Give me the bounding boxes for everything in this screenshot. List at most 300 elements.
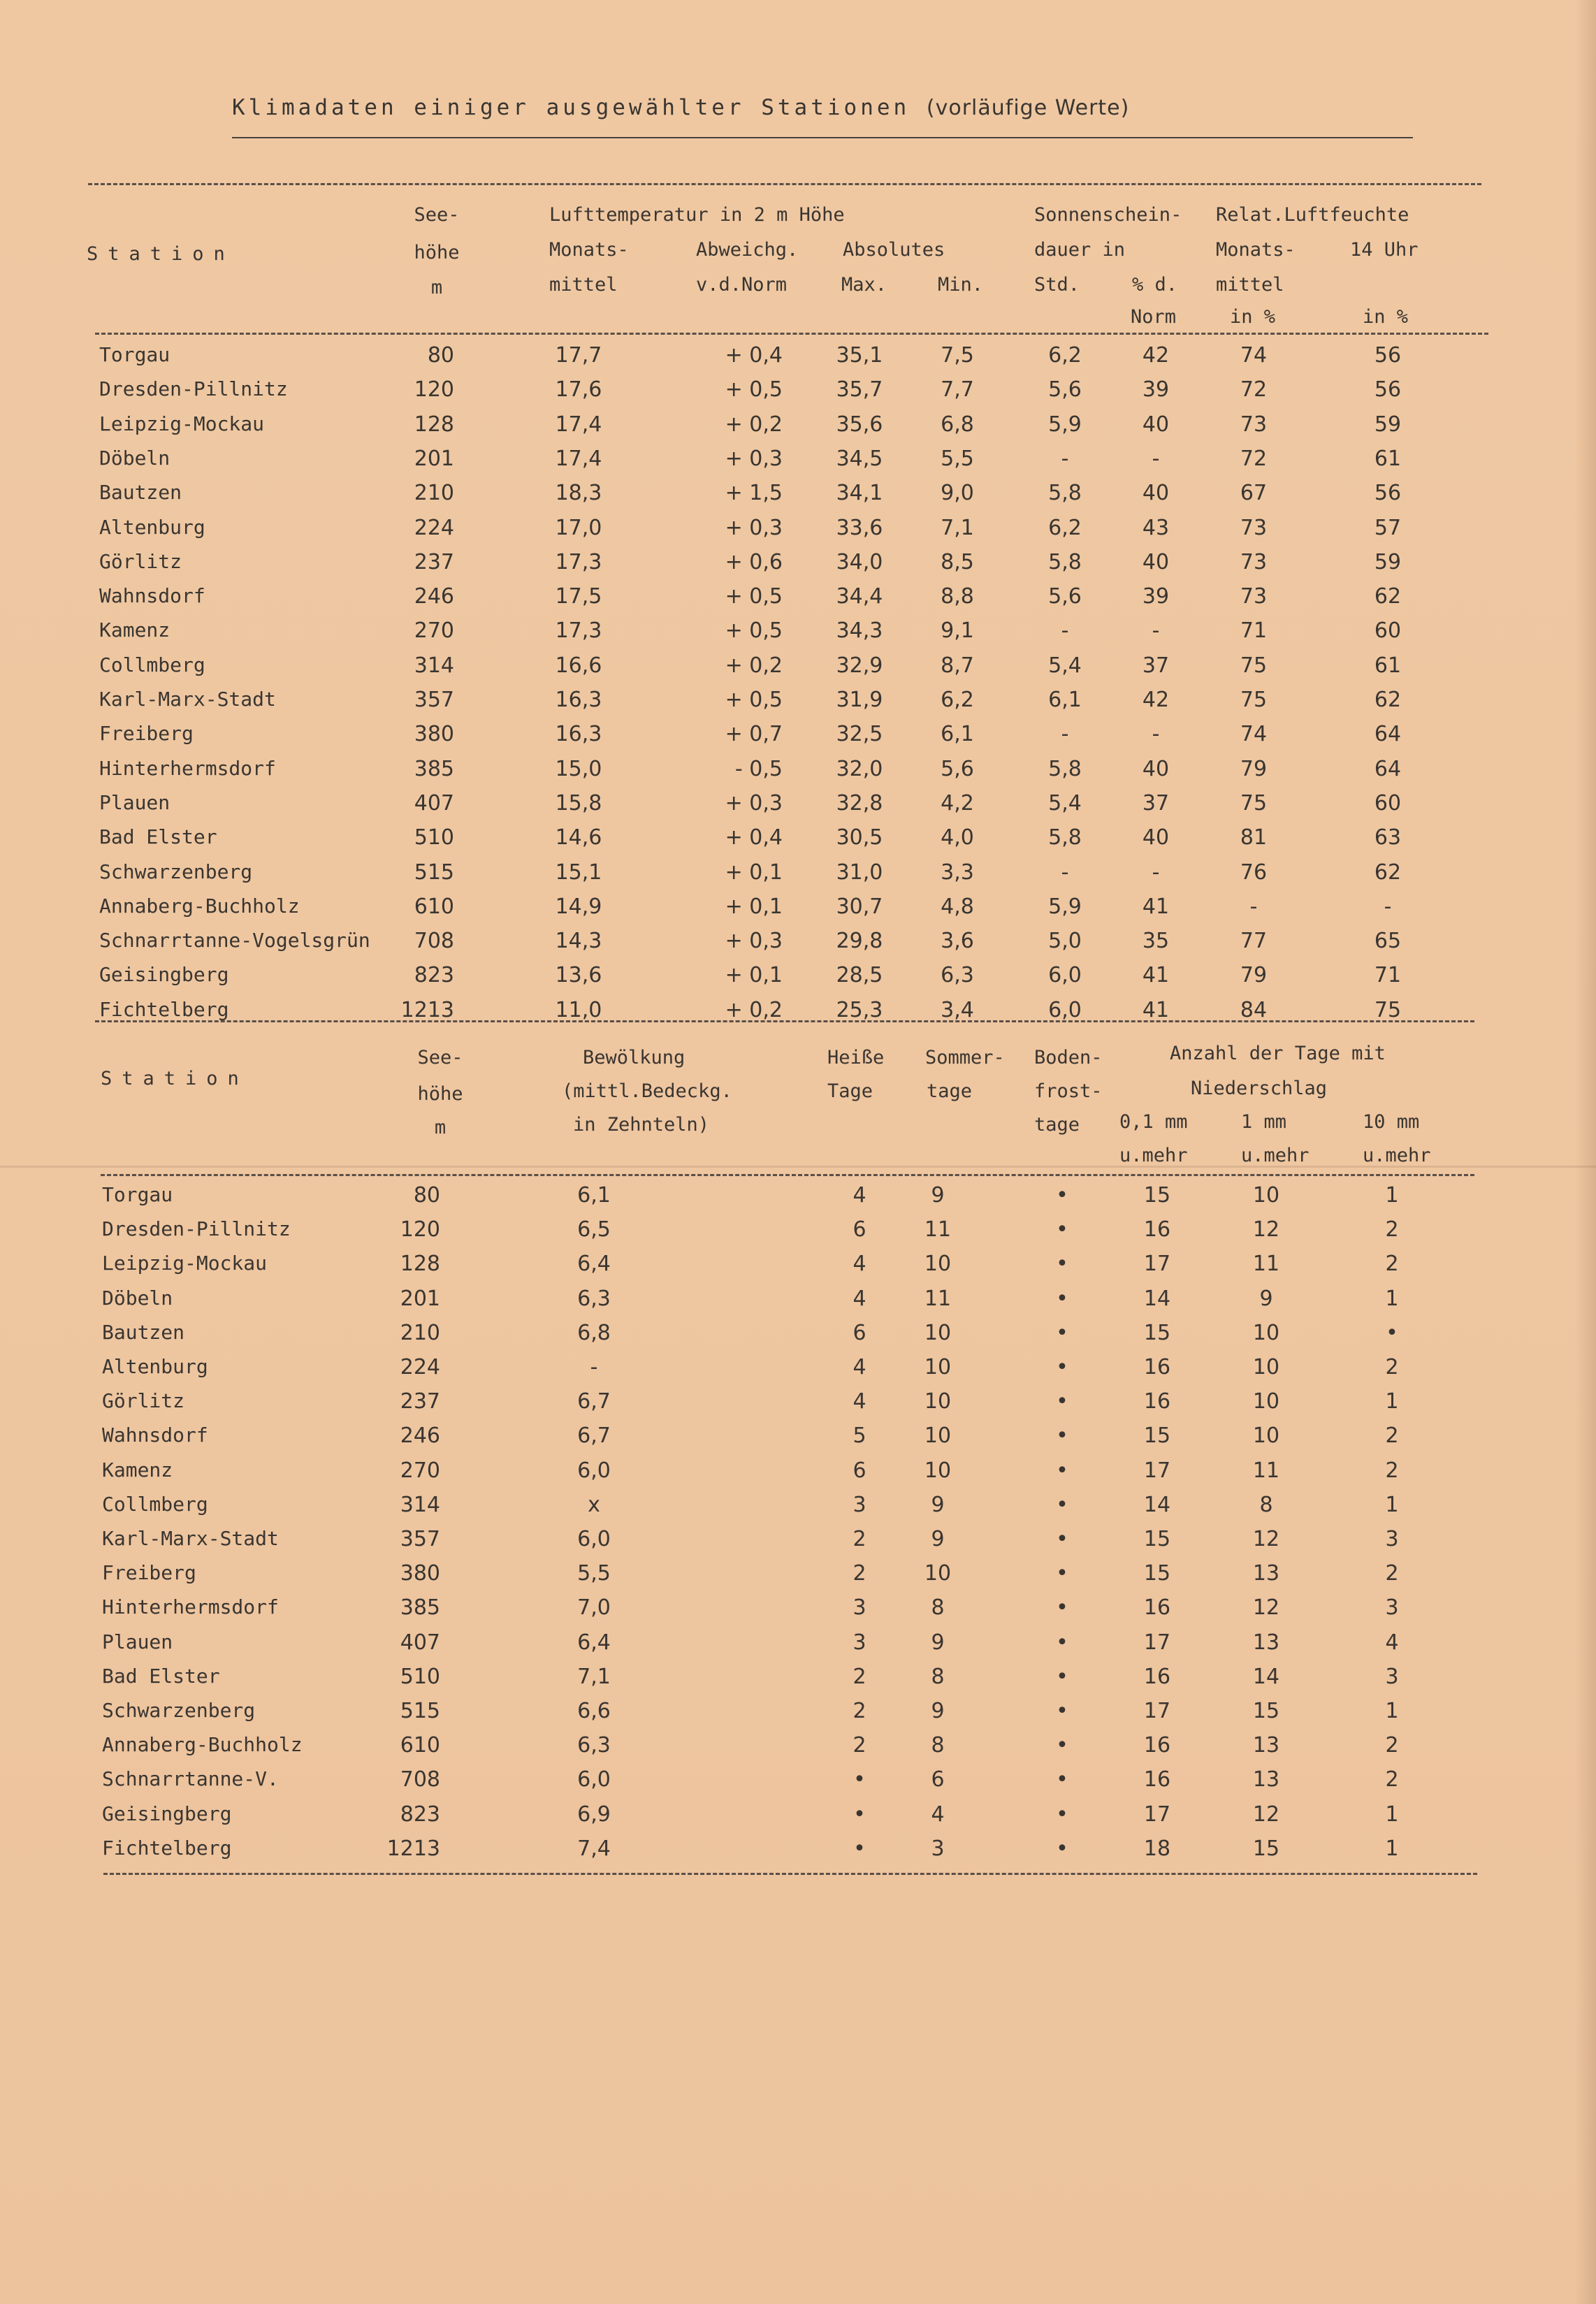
t1-cell-max: 34,1 — [836, 481, 883, 506]
t2-cell-boden: • — [1056, 1492, 1068, 1517]
t2-cell-n10: 1 — [1385, 1836, 1399, 1861]
t1-header-abweichung-1: Abweichg. — [696, 239, 799, 261]
t1-cell-min: 8,7 — [941, 653, 974, 678]
t1-cell-max: 32,5 — [836, 722, 883, 747]
t1-cell-max: 34,5 — [836, 446, 883, 471]
t1-header-lufttemp: Lufttemperatur in 2 m Höhe — [549, 204, 845, 226]
t2-cell-seehoehe: 270 — [400, 1458, 440, 1483]
table1-bottom-rule — [95, 1020, 1474, 1022]
t1-cell-monatsmittel: 16,3 — [555, 688, 602, 712]
t1-cell-station: Karl-Marx-Stadt — [99, 688, 276, 711]
t1-cell-seehoehe: 80 — [427, 343, 454, 368]
t1-cell-min: 3,6 — [941, 929, 974, 954]
t2-cell-seehoehe: 210 — [400, 1320, 440, 1345]
t1-cell-monatsmittel: 17,0 — [555, 515, 602, 540]
t1-cell-monatsmittel: 14,9 — [555, 894, 602, 919]
table1-header-rule — [95, 333, 1488, 335]
t1-cell-std: 6,0 — [1048, 963, 1082, 988]
t1-cell-seehoehe: 385 — [414, 756, 454, 781]
t2-cell-boden: • — [1056, 1217, 1068, 1242]
t2-cell-n1: 10 — [1252, 1389, 1280, 1414]
t1-cell-seehoehe: 610 — [414, 894, 454, 919]
t1-cell-lf-14uhr: 59 — [1374, 549, 1402, 574]
t1-cell-monatsmittel: 17,7 — [555, 343, 602, 368]
t1-cell-lf-monatsmittel: 73 — [1240, 584, 1268, 609]
t1-cell-station: Freiberg — [99, 722, 194, 746]
t2-header-n1-1: 1 mm — [1241, 1111, 1287, 1133]
t1-cell-abweichung: + 0,2 — [725, 997, 783, 1022]
t2-cell-bewoelkung: 6,7 — [577, 1423, 611, 1449]
t2-cell-boden: • — [1056, 1664, 1068, 1689]
t1-cell-abweichung: + 0,5 — [725, 584, 783, 609]
t1-header-pct-norm-1: % d. — [1132, 274, 1178, 296]
t2-cell-sommer: 9 — [931, 1630, 945, 1655]
t1-cell-monatsmittel: 15,1 — [555, 860, 602, 885]
t1-cell-lf-14uhr: 56 — [1374, 377, 1402, 403]
t2-cell-n1: 15 — [1252, 1699, 1280, 1723]
t1-cell-station: Leipzig-Mockau — [99, 412, 265, 435]
t1-cell-lf-14uhr: 62 — [1374, 584, 1402, 609]
t2-cell-station: Geisingberg — [102, 1802, 232, 1825]
t2-cell-sommer: 10 — [924, 1389, 952, 1414]
t2-cell-n01: 15 — [1143, 1423, 1171, 1449]
t1-cell-station: Annaberg-Buchholz — [99, 894, 300, 918]
t2-header-niederschlag-2: Niederschlag — [1191, 1078, 1328, 1099]
t2-cell-seehoehe: 610 — [400, 1733, 440, 1758]
t2-cell-boden: • — [1056, 1733, 1068, 1758]
t2-cell-bewoelkung: 6,0 — [577, 1767, 611, 1792]
t1-cell-lf-14uhr: 59 — [1374, 412, 1402, 437]
t1-cell-std: 5,8 — [1048, 756, 1082, 781]
t2-cell-heisse: 2 — [853, 1561, 866, 1586]
t1-cell-std: - — [1061, 860, 1069, 885]
t1-cell-std: 5,8 — [1048, 481, 1082, 506]
t2-cell-n1: 10 — [1252, 1183, 1280, 1208]
t1-cell-seehoehe: 224 — [414, 515, 454, 540]
t2-cell-n01: 15 — [1143, 1527, 1171, 1551]
t1-cell-lf-monatsmittel: 71 — [1240, 618, 1268, 644]
t1-cell-seehoehe: 407 — [414, 790, 454, 816]
t2-header-heisse-2: Tage — [827, 1080, 873, 1102]
t1-cell-monatsmittel: 16,3 — [555, 722, 602, 747]
t2-cell-seehoehe: 128 — [400, 1252, 440, 1277]
t2-cell-bewoelkung: 7,1 — [577, 1664, 611, 1689]
t2-cell-n10: 3 — [1385, 1527, 1399, 1551]
t2-header-niederschlag-1: Anzahl der Tage mit — [1170, 1043, 1386, 1064]
t1-header-seehoehe-3: m — [430, 277, 443, 298]
t2-cell-n10: 2 — [1385, 1767, 1399, 1792]
t1-cell-station: Geisingberg — [99, 963, 229, 987]
t2-cell-seehoehe: 120 — [400, 1217, 440, 1242]
t2-cell-seehoehe: 385 — [400, 1595, 440, 1621]
table2-header-rule — [101, 1174, 1474, 1176]
t1-cell-pct-norm: 42 — [1142, 688, 1170, 712]
t2-cell-seehoehe: 201 — [400, 1286, 440, 1311]
t1-cell-monatsmittel: 17,4 — [555, 412, 602, 437]
t2-cell-boden: • — [1056, 1458, 1068, 1483]
t2-cell-sommer: 8 — [931, 1664, 945, 1689]
t1-cell-monatsmittel: 11,0 — [555, 997, 602, 1022]
t1-cell-lf-monatsmittel: 67 — [1240, 481, 1268, 506]
t1-cell-std: 5,6 — [1048, 584, 1082, 609]
t2-header-n10-1: 10 mm — [1363, 1111, 1420, 1133]
t2-cell-seehoehe: 823 — [400, 1802, 440, 1827]
t1-cell-max: 35,1 — [836, 343, 883, 368]
t2-cell-seehoehe: 380 — [400, 1561, 440, 1586]
t1-cell-pct-norm: 40 — [1142, 549, 1170, 574]
t2-cell-sommer: 10 — [924, 1458, 952, 1483]
t2-cell-station: Dresden-Pillnitz — [102, 1217, 291, 1241]
t2-cell-n01: 16 — [1143, 1664, 1171, 1689]
t1-cell-std: 5,8 — [1048, 549, 1082, 574]
t2-cell-bewoelkung: 6,3 — [577, 1733, 611, 1758]
t1-cell-std: 6,0 — [1048, 997, 1082, 1022]
t2-cell-n01: 16 — [1143, 1595, 1171, 1621]
t1-cell-std: 5,8 — [1048, 825, 1082, 850]
t2-cell-n1: 12 — [1252, 1595, 1280, 1621]
t1-header-lf-monatsmittel-3: in % — [1230, 306, 1276, 328]
t2-cell-n1: 13 — [1252, 1767, 1280, 1792]
t1-cell-max: 31,9 — [836, 688, 883, 712]
t1-cell-std: 5,4 — [1048, 653, 1082, 678]
t2-cell-station: Annaberg-Buchholz — [102, 1733, 303, 1757]
t1-cell-abweichung: + 0,2 — [725, 412, 783, 437]
t1-cell-abweichung: + 0,1 — [725, 894, 783, 919]
t2-cell-heisse: 6 — [853, 1217, 866, 1242]
t1-cell-monatsmittel: 17,5 — [555, 584, 602, 609]
t1-cell-pct-norm: - — [1152, 446, 1160, 471]
t1-header-absolutes: Absolutes — [843, 239, 945, 261]
t2-cell-n01: 15 — [1143, 1561, 1171, 1586]
t2-cell-seehoehe: 1213 — [386, 1836, 440, 1861]
t2-cell-n10: 2 — [1385, 1458, 1399, 1483]
t1-cell-std: 6,1 — [1048, 688, 1082, 712]
t2-cell-station: Hinterhermsdorf — [102, 1595, 279, 1619]
t2-cell-sommer: 10 — [924, 1355, 952, 1379]
t2-cell-sommer: 9 — [931, 1699, 945, 1723]
t2-cell-n01: 14 — [1143, 1286, 1171, 1311]
t1-cell-seehoehe: 357 — [414, 688, 454, 712]
t1-header-monatsmittel-2: mittel — [549, 274, 618, 296]
t2-cell-n1: 13 — [1252, 1630, 1280, 1655]
t1-cell-min: 8,5 — [941, 549, 974, 574]
t2-cell-n10: 1 — [1385, 1699, 1399, 1723]
t1-cell-station: Plauen — [99, 790, 171, 814]
t1-cell-seehoehe: 1213 — [400, 997, 454, 1022]
t1-cell-monatsmittel: 15,8 — [555, 790, 602, 816]
t1-cell-abweichung: - 0,5 — [734, 756, 783, 781]
t2-cell-boden: • — [1056, 1252, 1068, 1277]
t1-cell-seehoehe: 823 — [414, 963, 454, 988]
t1-cell-pct-norm: 40 — [1142, 481, 1170, 506]
t1-cell-lf-monatsmittel: 74 — [1240, 722, 1268, 747]
t2-cell-boden: • — [1056, 1423, 1068, 1449]
t2-cell-bewoelkung: 5,5 — [577, 1561, 611, 1586]
t1-header-seehoehe-2: höhe — [414, 242, 460, 263]
t2-header-n01-2: u.mehr — [1119, 1145, 1188, 1166]
t1-cell-max: 30,5 — [836, 825, 883, 850]
t1-cell-monatsmittel: 17,4 — [555, 446, 602, 471]
t2-cell-n1: 10 — [1252, 1320, 1280, 1345]
t2-cell-boden: • — [1056, 1355, 1068, 1379]
t1-cell-lf-14uhr: 57 — [1374, 515, 1402, 540]
t2-cell-heisse: 4 — [853, 1252, 866, 1277]
t1-cell-seehoehe: 237 — [414, 549, 454, 574]
t2-cell-station: Görlitz — [102, 1389, 185, 1413]
t2-cell-n01: 16 — [1143, 1733, 1171, 1758]
t1-cell-station: Schnarrtanne-Vogelsgrün — [99, 929, 370, 952]
t1-cell-pct-norm: 42 — [1142, 343, 1170, 368]
t2-cell-station: Freiberg — [102, 1561, 196, 1585]
t1-cell-pct-norm: 41 — [1142, 997, 1170, 1022]
t2-cell-n10: • — [1386, 1320, 1398, 1345]
t2-cell-bewoelkung: 6,1 — [577, 1183, 611, 1208]
t2-cell-boden: • — [1056, 1389, 1068, 1414]
t1-cell-lf-monatsmittel: 74 — [1240, 343, 1268, 368]
t1-cell-lf-14uhr: - — [1384, 894, 1392, 919]
t2-cell-seehoehe: 357 — [400, 1527, 440, 1551]
t2-cell-sommer: 10 — [924, 1252, 952, 1277]
t1-cell-lf-monatsmittel: 81 — [1240, 825, 1268, 850]
t2-cell-boden: • — [1056, 1836, 1068, 1861]
t1-cell-min: 9,1 — [941, 618, 974, 644]
t2-cell-seehoehe: 237 — [400, 1389, 440, 1414]
t1-cell-max: 34,0 — [836, 549, 883, 574]
t1-cell-pct-norm: 35 — [1142, 929, 1170, 954]
t2-cell-n01: 14 — [1143, 1492, 1171, 1517]
t1-cell-std: - — [1061, 618, 1069, 644]
t1-cell-station: Bad Elster — [99, 825, 217, 849]
t1-cell-min: 7,1 — [941, 515, 974, 540]
t1-cell-lf-monatsmittel: 73 — [1240, 412, 1268, 437]
t2-cell-seehoehe: 314 — [400, 1492, 440, 1517]
t2-cell-heisse: 5 — [853, 1423, 866, 1449]
t2-cell-station: Bautzen — [102, 1320, 185, 1344]
t2-cell-heisse: 4 — [853, 1183, 866, 1208]
t2-cell-n10: 2 — [1385, 1733, 1399, 1758]
t2-cell-n01: 17 — [1143, 1458, 1171, 1483]
t1-cell-pct-norm: 39 — [1142, 377, 1170, 403]
t1-cell-station: Schwarzenberg — [99, 860, 253, 883]
t2-cell-n01: 15 — [1143, 1320, 1171, 1345]
t2-cell-bewoelkung: 6,8 — [577, 1320, 611, 1345]
t1-cell-abweichung: + 1,5 — [725, 481, 783, 506]
t1-cell-seehoehe: 515 — [414, 860, 454, 885]
t2-cell-heisse: 2 — [853, 1733, 866, 1758]
t2-cell-station: Torgau — [102, 1183, 173, 1206]
t1-cell-station: Altenburg — [99, 515, 205, 539]
t1-header-lf-monatsmittel-1: Monats- — [1216, 239, 1296, 261]
t2-cell-sommer: 11 — [924, 1217, 952, 1242]
t2-header-sommer-1: Sommer- — [925, 1047, 1005, 1068]
title-note: (vorläufige Werte) — [926, 96, 1130, 120]
t2-header-seehoehe-1: See- — [417, 1047, 463, 1068]
t2-cell-heisse: 4 — [853, 1286, 866, 1311]
t1-cell-lf-14uhr: 62 — [1374, 688, 1402, 712]
t2-cell-boden: • — [1056, 1802, 1068, 1827]
t1-cell-lf-monatsmittel: 79 — [1240, 756, 1268, 781]
t1-cell-monatsmittel: 14,6 — [555, 825, 602, 850]
t1-cell-min: 4,2 — [941, 790, 974, 816]
t2-cell-seehoehe: 708 — [400, 1767, 440, 1792]
t2-cell-n01: 16 — [1143, 1767, 1171, 1792]
t2-cell-boden: • — [1056, 1527, 1068, 1551]
t2-header-boden-3: tage — [1034, 1114, 1080, 1136]
t1-cell-lf-14uhr: 64 — [1374, 722, 1402, 747]
t1-cell-station: Bautzen — [99, 481, 182, 505]
t2-cell-n10: 4 — [1385, 1630, 1399, 1655]
t2-cell-n1: 11 — [1252, 1252, 1280, 1277]
t1-cell-max: 25,3 — [836, 997, 883, 1022]
title-underline — [232, 137, 1413, 138]
t2-cell-bewoelkung: 6,0 — [577, 1458, 611, 1483]
t2-cell-bewoelkung: x — [588, 1492, 600, 1517]
t1-cell-max: 29,8 — [836, 929, 883, 954]
t1-header-lf-monatsmittel-2: mittel — [1216, 274, 1284, 296]
t1-cell-pct-norm: - — [1152, 618, 1160, 644]
t2-cell-n10: 3 — [1385, 1664, 1399, 1689]
t2-cell-seehoehe: 224 — [400, 1355, 440, 1379]
t1-cell-abweichung: + 0,1 — [725, 860, 783, 885]
t1-cell-lf-14uhr: 61 — [1374, 653, 1402, 678]
t2-cell-heisse: • — [853, 1802, 866, 1827]
t2-cell-boden: • — [1056, 1561, 1068, 1586]
t2-cell-n01: 16 — [1143, 1217, 1171, 1242]
t2-header-station: Station — [101, 1068, 249, 1089]
t2-cell-heisse: 2 — [853, 1699, 866, 1723]
t1-cell-monatsmittel: 13,6 — [555, 963, 602, 988]
t1-cell-max: 30,7 — [836, 894, 883, 919]
t2-header-n01-1: 0,1 mm — [1119, 1111, 1188, 1133]
t1-cell-seehoehe: 246 — [414, 584, 454, 609]
t2-cell-sommer: 4 — [931, 1802, 945, 1827]
t1-cell-pct-norm: 37 — [1142, 653, 1170, 678]
t2-cell-n10: 2 — [1385, 1355, 1399, 1379]
t2-cell-bewoelkung: 7,0 — [577, 1595, 611, 1621]
t1-cell-lf-14uhr: 63 — [1374, 825, 1402, 850]
t2-cell-heisse: 2 — [853, 1664, 866, 1689]
t1-cell-monatsmittel: 17,6 — [555, 377, 602, 403]
t2-cell-sommer: 9 — [931, 1492, 945, 1517]
t1-cell-lf-monatsmittel: 84 — [1240, 997, 1268, 1022]
t2-cell-n10: 1 — [1385, 1389, 1399, 1414]
t2-cell-heisse: 3 — [853, 1492, 866, 1517]
t2-cell-n1: 15 — [1252, 1836, 1280, 1861]
t2-cell-station: Bad Elster — [102, 1664, 220, 1688]
t2-cell-n1: 12 — [1252, 1802, 1280, 1827]
t1-cell-station: Fichtelberg — [99, 997, 229, 1021]
t1-cell-min: 4,0 — [941, 825, 974, 850]
t2-cell-n10: 1 — [1385, 1802, 1399, 1827]
t2-cell-seehoehe: 515 — [400, 1699, 440, 1723]
t2-cell-sommer: 10 — [924, 1423, 952, 1449]
t2-cell-station: Plauen — [102, 1630, 173, 1653]
t2-cell-sommer: 9 — [931, 1183, 945, 1208]
t1-cell-seehoehe: 120 — [414, 377, 454, 403]
t1-cell-seehoehe: 128 — [414, 412, 454, 437]
t1-header-sonnenschein-2: dauer in — [1034, 239, 1126, 261]
t1-cell-min: 6,2 — [941, 688, 974, 712]
t1-cell-pct-norm: - — [1152, 722, 1160, 747]
t1-header-sonnenschein-1: Sonnenschein- — [1034, 204, 1182, 226]
t1-cell-lf-14uhr: 62 — [1374, 860, 1402, 885]
t2-cell-boden: • — [1056, 1699, 1068, 1723]
t1-cell-std: 5,9 — [1048, 894, 1082, 919]
t2-cell-n10: 2 — [1385, 1423, 1399, 1449]
t2-cell-sommer: 3 — [931, 1836, 945, 1861]
t2-cell-sommer: 10 — [924, 1320, 952, 1345]
t1-header-lf-14uhr-1: 14 Uhr — [1350, 239, 1419, 261]
t2-cell-n1: 11 — [1252, 1458, 1280, 1483]
t2-cell-seehoehe: 80 — [413, 1183, 440, 1208]
t1-cell-lf-monatsmittel: 77 — [1240, 929, 1268, 954]
t1-cell-pct-norm: 40 — [1142, 756, 1170, 781]
t1-cell-lf-monatsmittel: 73 — [1240, 515, 1268, 540]
t1-cell-lf-14uhr: 75 — [1374, 997, 1402, 1022]
t2-cell-heisse: 6 — [853, 1458, 866, 1483]
t1-cell-max: 32,8 — [836, 790, 883, 816]
t2-cell-station: Leipzig-Mockau — [102, 1252, 268, 1275]
t1-cell-seehoehe: 270 — [414, 618, 454, 644]
t1-cell-lf-14uhr: 65 — [1374, 929, 1402, 954]
t2-header-n10-2: u.mehr — [1363, 1145, 1431, 1166]
t1-cell-max: 31,0 — [836, 860, 883, 885]
t1-cell-lf-14uhr: 60 — [1374, 790, 1402, 816]
t2-cell-bewoelkung: 7,4 — [577, 1836, 611, 1861]
t2-cell-bewoelkung: 6,4 — [577, 1630, 611, 1655]
t1-cell-abweichung: + 0,5 — [725, 688, 783, 712]
t2-cell-heisse: 4 — [853, 1389, 866, 1414]
t2-header-bewoelkung-1: Bewölkung — [583, 1047, 685, 1068]
t1-cell-std: 6,2 — [1048, 343, 1082, 368]
t2-cell-n1: 9 — [1259, 1286, 1273, 1311]
t1-cell-lf-14uhr: 60 — [1374, 618, 1402, 644]
t2-header-bewoelkung-3: in Zehnteln) — [573, 1114, 710, 1136]
t1-cell-seehoehe: 201 — [414, 446, 454, 471]
paper-edge — [1575, 0, 1596, 2304]
t2-cell-n10: 1 — [1385, 1183, 1399, 1208]
t1-cell-lf-monatsmittel: - — [1249, 894, 1258, 919]
t2-cell-station: Döbeln — [102, 1286, 173, 1310]
t1-header-luftfeuchte: Relat.Luftfeuchte — [1216, 204, 1409, 226]
t2-cell-n1: 12 — [1252, 1527, 1280, 1551]
t2-cell-sommer: 8 — [931, 1733, 945, 1758]
t2-cell-n01: 17 — [1143, 1699, 1171, 1723]
t1-cell-lf-monatsmittel: 72 — [1240, 377, 1268, 403]
t1-cell-pct-norm: 40 — [1142, 412, 1170, 437]
t2-cell-bewoelkung: 6,4 — [577, 1252, 611, 1277]
t1-cell-lf-14uhr: 64 — [1374, 756, 1402, 781]
t1-cell-lf-monatsmittel: 75 — [1240, 790, 1268, 816]
t2-cell-heisse: 3 — [853, 1595, 866, 1621]
t2-cell-boden: • — [1056, 1183, 1068, 1208]
t2-cell-station: Fichtelberg — [102, 1836, 232, 1860]
t1-cell-lf-14uhr: 71 — [1374, 963, 1402, 988]
t2-cell-boden: • — [1056, 1630, 1068, 1655]
t1-cell-max: 35,6 — [836, 412, 883, 437]
t2-cell-sommer: 8 — [931, 1595, 945, 1621]
t1-cell-std: 5,9 — [1048, 412, 1082, 437]
t1-cell-min: 8,8 — [941, 584, 974, 609]
t1-cell-std: - — [1061, 722, 1069, 747]
t2-cell-bewoelkung: - — [590, 1355, 598, 1379]
t2-header-bewoelkung-2: (mittl.Bedeckg. — [562, 1080, 732, 1102]
page-title — [232, 95, 1129, 120]
t2-cell-heisse: 2 — [853, 1527, 866, 1551]
t1-cell-std: 5,6 — [1048, 377, 1082, 403]
t2-cell-station: Schnarrtanne-V. — [102, 1767, 279, 1791]
t1-cell-seehoehe: 510 — [414, 825, 454, 850]
